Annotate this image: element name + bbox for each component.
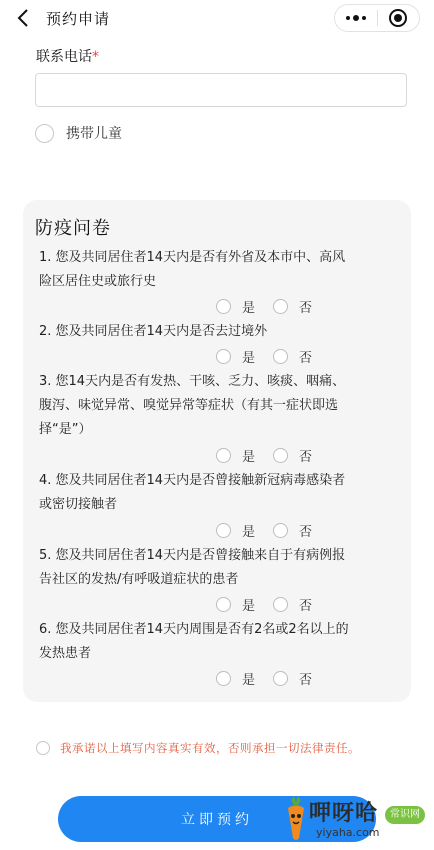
no-radio[interactable]	[273, 523, 288, 538]
no-label: 否	[299, 599, 313, 614]
required-mark: *	[92, 49, 99, 65]
more-dots-icon	[346, 15, 366, 21]
answer-1	[216, 297, 330, 316]
pledge-option[interactable]	[36, 740, 360, 756]
phone-input[interactable]	[35, 73, 407, 107]
question-6: 6. 您及共同居住者14天内周围是否有2名或2名以上的 发热患者	[39, 622, 349, 661]
back-arrow-icon[interactable]	[12, 6, 36, 30]
yes-radio[interactable]	[216, 523, 231, 538]
watermark-url: yiyaha.com	[316, 826, 380, 839]
no-radio[interactable]	[273, 671, 288, 686]
mini-program-capsule	[334, 4, 420, 32]
watermark	[278, 792, 434, 848]
yes-radio[interactable]	[216, 597, 231, 612]
yes-radio[interactable]	[216, 448, 231, 463]
question-3: 3. 您14天内是否有发热、干咳、乏力、咳痰、咽痛、 腹泻、味觉异常、嗅觉异常等症状（有其一症状即选 择“是”）	[39, 374, 346, 437]
no-label: 否	[299, 673, 313, 688]
yes-label: 是	[242, 351, 256, 366]
answer-6	[216, 669, 330, 688]
yes-radio[interactable]	[216, 671, 231, 686]
answer-5	[216, 595, 330, 614]
no-radio[interactable]	[273, 597, 288, 612]
more-button[interactable]	[335, 5, 377, 31]
nav-bar	[0, 0, 434, 36]
yes-label: 是	[242, 301, 256, 316]
no-label: 否	[299, 525, 313, 540]
answer-2	[216, 347, 330, 366]
answer-3	[216, 446, 330, 465]
question-2: 2. 您及共同居住者14天内是否去过境外	[39, 324, 268, 339]
child-label: 携带儿童	[66, 126, 122, 142]
yes-label: 是	[242, 525, 256, 540]
pledge-text: 我承诺以上填写内容真实有效，否则承担一切法律责任。	[60, 741, 360, 755]
survey-card	[23, 200, 411, 702]
close-target-icon	[389, 9, 407, 27]
phone-label: 联系电话*	[36, 49, 99, 65]
watermark-brand: 呷呀哈	[309, 801, 379, 826]
no-label: 否	[299, 301, 313, 316]
watermark-badge: 常识网	[385, 806, 425, 824]
yes-radio[interactable]	[216, 349, 231, 364]
survey-title: 防疫问卷	[35, 218, 111, 239]
child-radio[interactable]	[35, 124, 54, 143]
carrot-mascot-icon	[284, 796, 308, 842]
answer-4	[216, 521, 330, 540]
close-button[interactable]	[377, 5, 419, 31]
yes-label: 是	[242, 673, 256, 688]
yes-label: 是	[242, 599, 256, 614]
question-1: 1. 您及共同居住者14天内是否有外省及本市中、高风 险区居住史或旅行史	[39, 250, 346, 289]
page-title: 预约申请	[46, 10, 111, 28]
child-option[interactable]	[35, 123, 122, 143]
yes-radio[interactable]	[216, 299, 231, 314]
submit-button[interactable]: 立即预约	[58, 796, 376, 842]
yes-label: 是	[242, 450, 256, 465]
question-4: 4. 您及共同居住者14天内是否曾接触新冠病毒感染者 或密切接触者	[39, 473, 346, 512]
no-radio[interactable]	[273, 299, 288, 314]
pledge-radio[interactable]	[36, 741, 50, 755]
no-radio[interactable]	[273, 349, 288, 364]
no-label: 否	[299, 351, 313, 366]
question-5: 5. 您及共同居住者14天内是否曾接触来自于有病例报 告社区的发热/有呼吸道症状的患者	[39, 548, 346, 587]
no-radio[interactable]	[273, 448, 288, 463]
no-label: 否	[299, 450, 313, 465]
